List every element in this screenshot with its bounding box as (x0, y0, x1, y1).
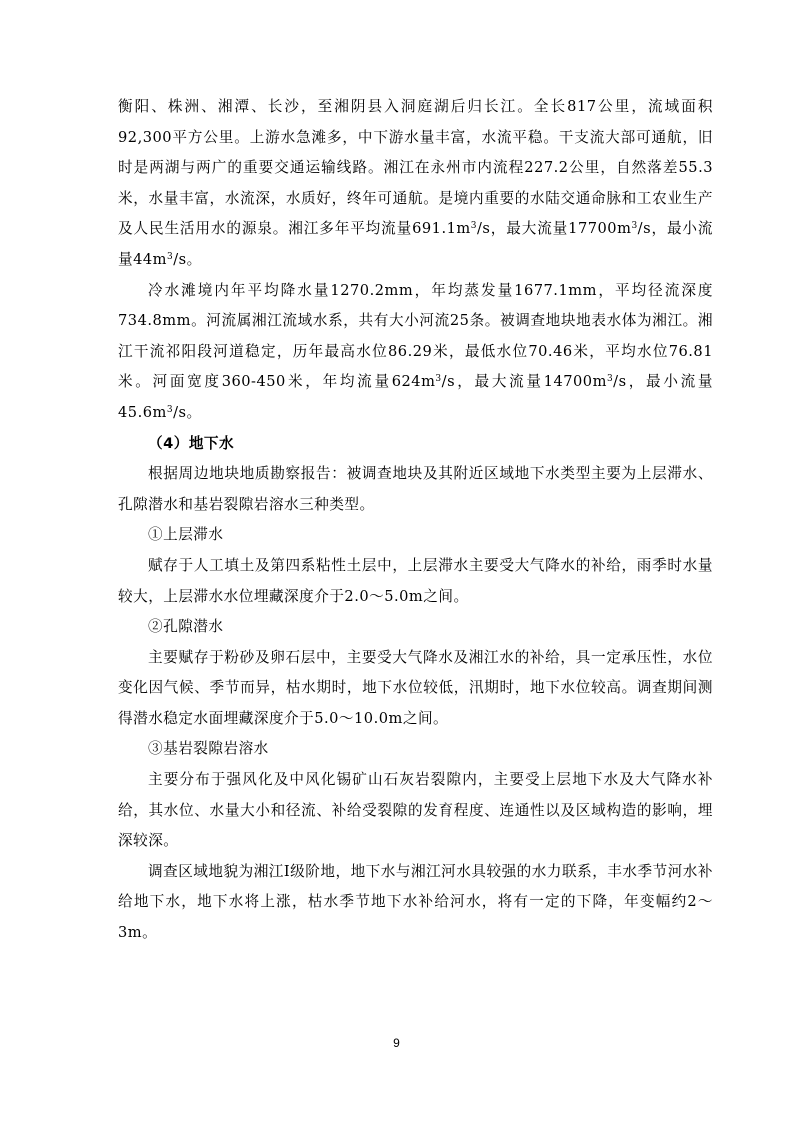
text-run: /s，最小流量44m (118, 220, 713, 268)
paragraph-lengshuitan-hydrology (118, 276, 713, 429)
text-run: /s。 (173, 250, 202, 268)
subheading-pore-water: ②孔隙潜水 (148, 618, 224, 636)
text-run: /s，最大流量17700m (476, 220, 632, 238)
superscript: 3 (166, 404, 174, 415)
paragraph-landform-summary: 调查区域地貌为湘江Ⅰ级阶地，地下水与湘江河水具较强的水力联系，丰水季节河水补给地下水，地下水将上涨，枯水季节地下水补给河水，将有一定的下降，年变幅约2～3m。 (118, 862, 713, 942)
paragraph-xiangjiang-overview (118, 92, 713, 276)
superscript: 3 (470, 221, 477, 232)
paragraph-karst-water: 主要分布于强风化及中风化锡矿山石灰岩裂隙内，主要受上层地下水及大气降水补给，其水位、水量大小和径流、补给受裂隙的发育程度、连通性以及区域构造的影响，埋深较深。 (118, 771, 713, 850)
page-number: 9 (393, 1036, 400, 1050)
text-run: /s，最大流量14700m (441, 373, 607, 391)
paragraph-perched-water: 赋存于人工填土及第四系粘性土层中，上层滞水主要受大气降水的补给，雨季时水量较大，上层滞水水位埋藏深度介于2.0～5.0m之间。 (118, 556, 713, 605)
superscript: 3 (167, 251, 174, 262)
superscript: 3 (606, 374, 614, 385)
text-run: 衡阳、株洲、湘潭、长沙，至湘阴县入洞庭湖后归长江。全长817公里，流域面积92,300平方公里。上游水急滩多，中下游水量丰富，水流平稳。干支流大部可通航，旧时是两湖与两广的重要交通运输线路。湘江在永州市内流程227.2公里，自然落差55.3米，水量丰富，水流深，水质好，终年可通航。是境内重要的水陆交通命脉和工农业生产及人民生活用水的源泉。湘江多年平均流量691.1m (118, 98, 713, 238)
text-run: /s。 (173, 403, 202, 421)
subheading-karst-water: ③基岩裂隙岩溶水 (148, 740, 269, 758)
paragraph-groundwater-types: 根据周边地块地质勘察报告：被调查地块及其附近区域地下水类型主要为上层滞水、孔隙潜水和基岩裂隙岩溶水三种类型。 (118, 465, 713, 513)
subheading-perched-water: ①上层滞水 (148, 526, 224, 544)
page-content (118, 92, 713, 949)
paragraph-pore-water: 主要赋存于粉砂及卵石层中，主要受大气降水及湘江水的补给，具一定承压性，水位变化因气候、季节而异，枯水期时，地下水位较低，汛期时，地下水位较高。调查期间测得潜水稳定水面埋藏深度介于5.0～10.0m之间。 (118, 648, 713, 727)
superscript: 3 (631, 221, 638, 232)
section-heading-groundwater: （4）地下水 (148, 434, 235, 452)
text-run: /s，最小流量45.6m (118, 373, 713, 421)
superscript: 3 (435, 374, 442, 385)
text-run: 冷水滩境内年平均降水量1270.2mm，年均蒸发量1677.1mm，平均径流深度734.8mm。河流属湘江流域水系，共有大小河流25条。被调查地块地表水体为湘江。湘江干流祁阳段河道稳定，历年最高水位86.29米，最低水位70.46米，平均水位76.81米。河面宽度360-450米，年均流量624m (118, 281, 713, 391)
